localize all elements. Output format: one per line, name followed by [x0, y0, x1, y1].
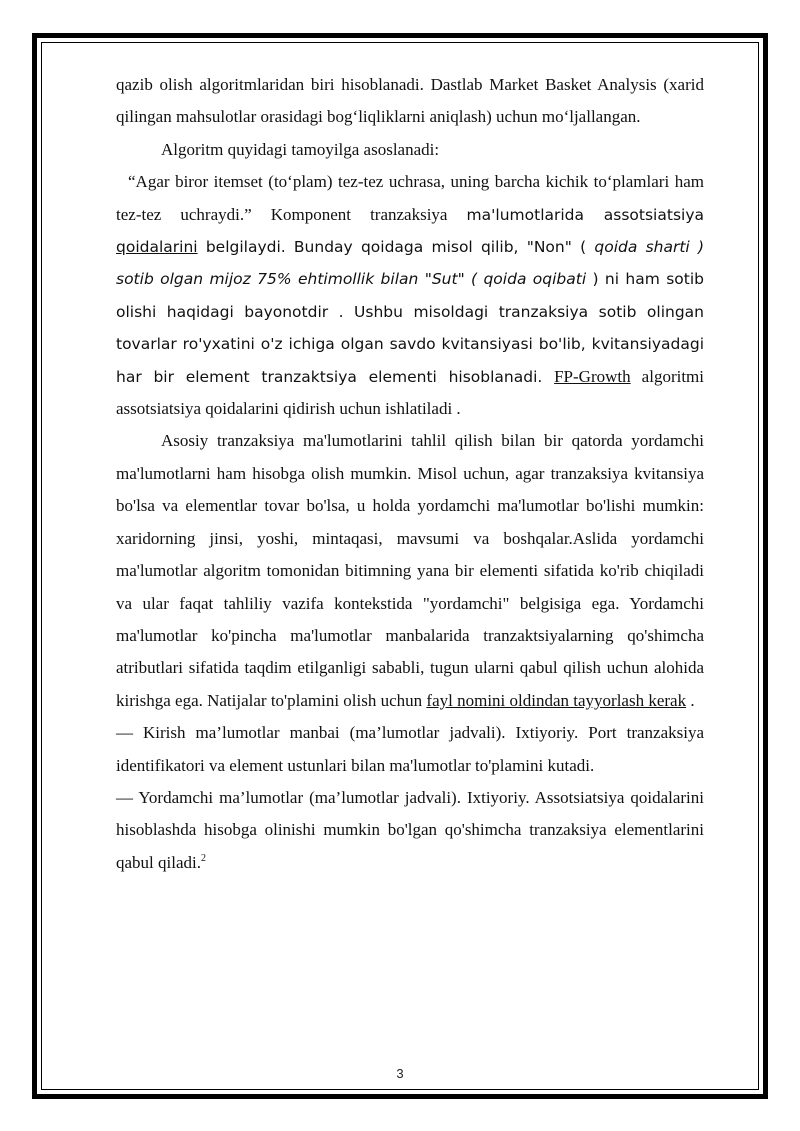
list-item-description: Assotsiatsiya qoidalarini hisoblashda hisobga olinishi mumkin bo'lgan qo'shimcha tranzaksiya elementlarini qabul qiladi.: [116, 787, 704, 872]
page-number: 3: [396, 1066, 404, 1081]
text-span: ) ni ham sotib olishi haqidagi bayonotdir . Ushbu misoldagi tranzaksiya sotib olingan tovarlar ro'yxatini o'z ichiga olgan savdo kvitansiyasi bo'lib, kvitansiyadagi har bir element tranzaktsiya elementi hisoblanadi.: [116, 270, 704, 386]
list-item-input-source: [116, 717, 704, 782]
text-span: algoritmi assotsiatsiya qoidalarini qidirish uchun ishlatiladi .: [116, 366, 705, 419]
paragraph-auxiliary-data: [116, 425, 704, 717]
document-body: [116, 69, 704, 879]
text-span: belgilaydi. Bunday qoidaga misol qilib, "Non" (: [197, 238, 595, 257]
paragraph-principle: [116, 166, 704, 425]
paragraph-principle-heading: Algoritm quyidagi tamoyilga asoslanadi:: [161, 139, 440, 159]
text-span: Asosiy tranzaksiya ma'lumotlarini tahlil qilish bilan bir qatorda yordamchi ma'lumotlarni ham hisobga olish mumkin. Misol uchun, agar tranzaksiya kvitansiya bo'lsa va elementlar tovar bo'lsa, u holda yordamchi ma'lumotlar bo'lishi mumkin: xaridorning jinsi, yoshi, mintaqasi, mavsumi va boshqalar.Aslida yordamchi ma'lumotlar algoritm tomonidan bitimning yana bir elementi sifatida ko'rib chiqiladi va ular faqat tahliliy vazifa kontekstida "yordamchi" belgisiga ega. Yordamchi ma'lumotlar ko'pincha ma'lumotlar manbalarida tranzaktsiyalarning qo'shimcha atributlari sifatida taqdim etilganligi sababli, tugun ularni qabul qilish uchun alohida kirishga ega. Natijalar to'plamini olish uchun: [116, 431, 704, 710]
text-span: .: [686, 690, 695, 710]
italic-rule-text: qoida sharti ) sotib olgan mijoz 75% ehtimollik bilan "Sut" ( qoida oqibati: [116, 238, 704, 289]
list-item-auxiliary-data: [116, 782, 704, 879]
list-item-title: — Kirish ma’lumotlar manbai (ma’lumotlar jadvali). Ixtiyoriy.: [116, 723, 579, 743]
principle-quote: “Agar biror itemset (to‘plam) tez-tez uchrasa, uning barcha kichik to‘plamlari ham tez-tez uchraydi.” Komponent tranzaksiya: [116, 172, 704, 224]
link-prepare-filename[interactable]: fayl nomini oldindan tayyorlash kerak: [426, 690, 687, 710]
link-fp-growth[interactable]: FP-Growth: [554, 366, 631, 386]
text-span: ma'lumotlarida assotsiatsiya: [466, 205, 704, 224]
list-item-description: Port tranzaksiya identifikatori va element ustunlari bilan ma'lumotlar to'plamini kutadi.: [116, 723, 704, 775]
list-item-title: — Yordamchi ma’lumotlar (ma’lumotlar jadvali). Ixtiyoriy.: [116, 787, 530, 807]
link-qoidalarini[interactable]: qoidalarini: [116, 238, 198, 257]
footnote-reference[interactable]: 2: [200, 852, 206, 864]
paragraph-intro: qazib olish algoritmlaridan biri hisoblanadi. Dastlab Market Basket Analysis (xarid qilingan mahsulotlar orasidagi bog‘liqliklarni aniqlash) uchun mo‘ljallangan.: [116, 75, 704, 127]
